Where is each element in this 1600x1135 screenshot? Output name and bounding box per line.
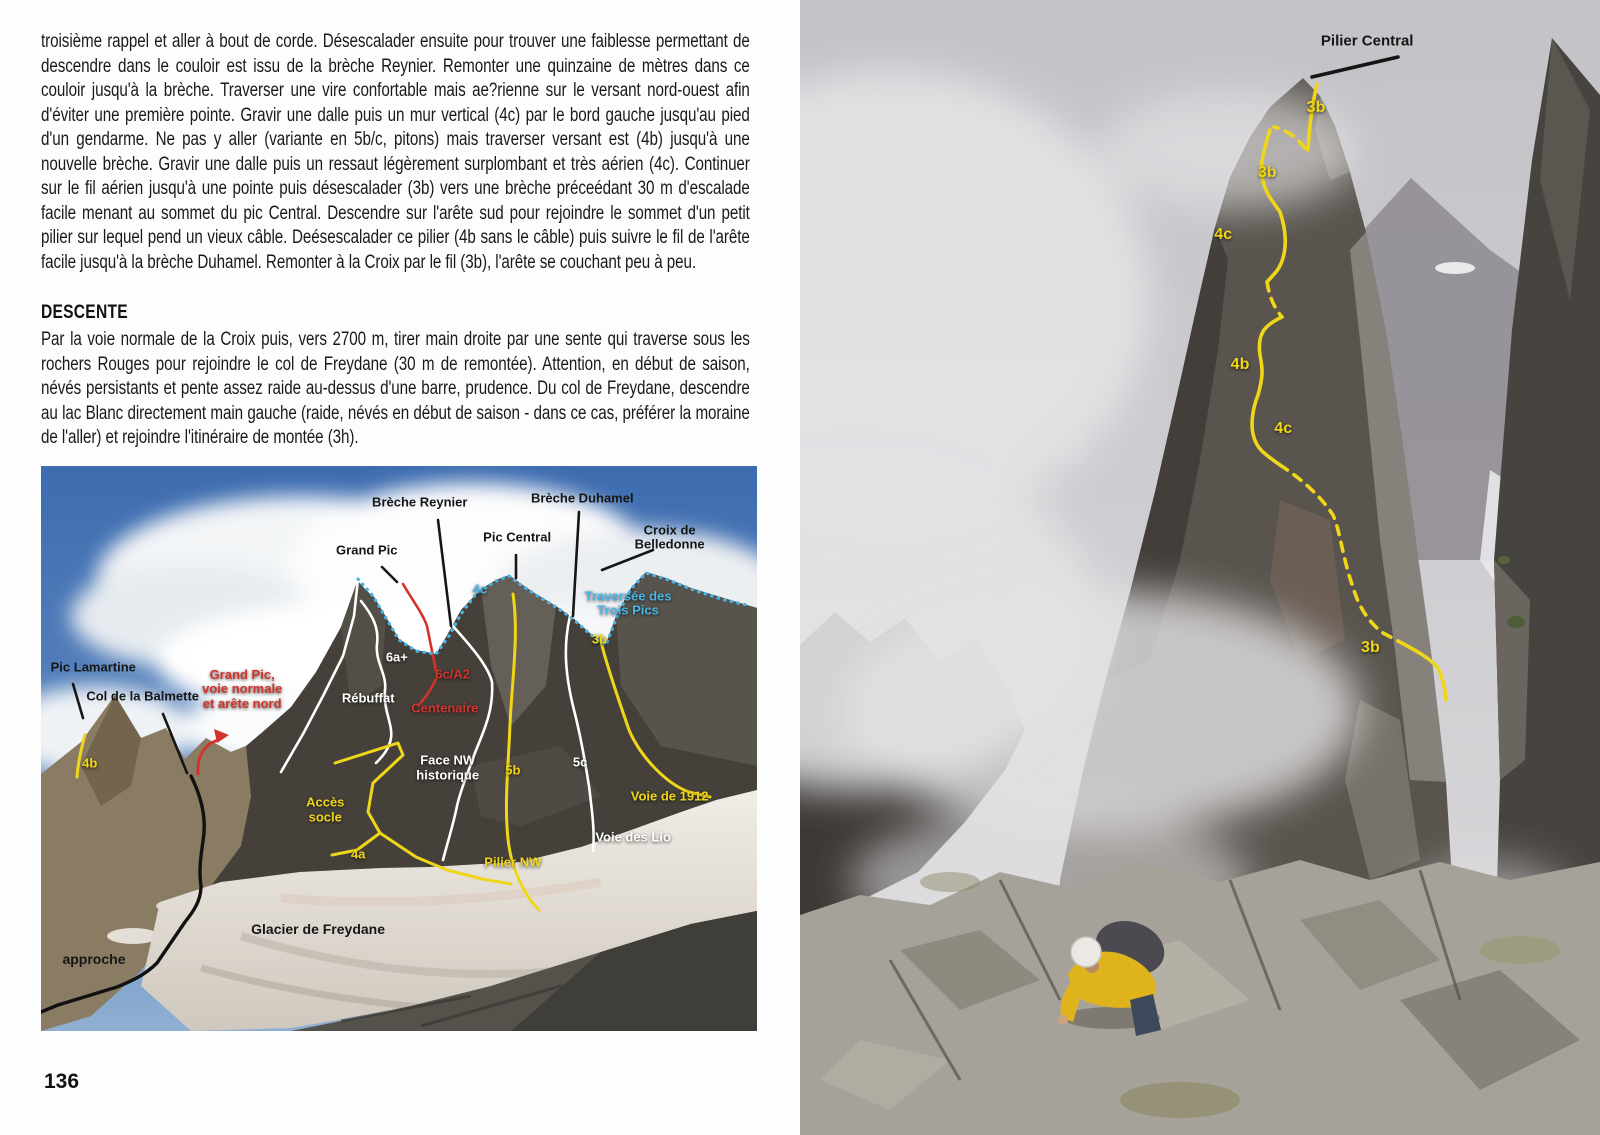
- route-description-block: [41, 30, 750, 451]
- descente-heading: DESCENTE: [41, 301, 128, 323]
- label-breche-reynier: Brèche Reynier: [372, 494, 468, 510]
- label-grade-4a: 4a: [350, 846, 366, 862]
- label-grand-pic: Grand Pic: [336, 542, 398, 558]
- label-grade-4c-upper: 4c: [1214, 225, 1233, 243]
- label-approche: approche: [62, 950, 126, 967]
- label-pic-central: Pic Central: [483, 529, 552, 545]
- label-pic-lamartine: Pic Lamartine: [50, 659, 136, 675]
- route-description-paragraph: troisième rappel et aller à bout de corde. Désescalader ensuite pour trouver une faiblesse permettant de descendre dans le couloir est issu de la brèche Reynier. Remonter une quinzaine de mètres dans ce couloir jusqu'à la brèche. Traverser une vire confortable mais ae?rienne sur le versant nord-ouest afin d'éviter une première pointe. Gravir une dalle puis un mur vertical (4c) par le bord gauche jusqu'au pied d'un gendarme. Ne pas y aller (variante en 5b/c, pitons) mais traverser versant est (4b) jusqu'à une nouvelle brèche. Gravir une dalle puis un ressaut légèrement surplombant et très aérien (4c). Continuer sur le fil aérien jusqu'à une pointe puis désescalader (3b) vers une brèche préceédant 30 m d'escalade facile menant au sommet du pic Central. Descendre sur l'arête sud pour rejoindre le sommet d'un petit pilier sur lequel pend un vieux câble. Deésescalader ce pilier (4b sans le câble) puis suivre le fil de l'arête facile jusqu'à la brèche Duhamel. Remonter à la Croix par le fil (3b), l'arête se couchant peu à peu.: [41, 31, 750, 273]
- topo-photo-scene: [41, 466, 757, 1031]
- label-grade-3b-upper: 3b: [1257, 163, 1277, 181]
- label-rebuffat: Rébuffat: [341, 690, 395, 706]
- label-glacier-de-freydane: Glacier de Freydane: [251, 921, 385, 938]
- label-grade-3b-top: 3b: [1306, 98, 1326, 116]
- label-breche-duhamel: Brèche Duhamel: [530, 490, 634, 506]
- label-col-de-la-balmette: Col de la Balmette: [86, 688, 200, 704]
- left-page: [41, 0, 758, 1135]
- label-grade-4c-lower: 4c: [1274, 420, 1293, 438]
- label-grade-3b: 3b: [591, 631, 608, 647]
- topo-photo-glacier-freydane: [41, 466, 757, 1031]
- label-face-nw-historique: Face NW historique: [416, 752, 480, 783]
- label-grand-pic-voie-normale: Grand Pic, voie normale et arête nord: [202, 666, 283, 712]
- label-pilier-central: Pilier Central: [1320, 32, 1414, 50]
- label-acces-socle: Accès socle: [306, 794, 345, 825]
- label-grade-3b-low: 3b: [1361, 639, 1380, 657]
- label-grade-4b-mid: 4b: [1230, 356, 1250, 374]
- label-grade-4b: 4b: [82, 755, 98, 771]
- climber-helmet: [1071, 937, 1101, 967]
- label-grade-4c-blue: 4c: [472, 582, 488, 598]
- pilier-central-scene: [800, 0, 1600, 1135]
- label-traversee-trois-pics: Traversée des Trois Pics: [584, 588, 672, 618]
- label-grade-5c: 5c: [572, 754, 588, 770]
- label-grade-6a-plus: 6a+: [385, 649, 408, 665]
- label-grade-5b: 5b: [505, 762, 521, 778]
- label-voie-de-1912: Voie de 1912: [630, 788, 709, 804]
- label-croix-de-belledonne: Croix de Belledonne: [634, 522, 705, 552]
- descente-paragraph: Par la voie normale de la Croix puis, vers 2700 m, tirer main droite par une sente qui traverse sous les rochers Rouges pour rejoindre le col de Freydane (30 m de remontée). Attention, en début de saison, névés persistants et pente assez raide au-dessus d'une barre, prudence. Du col de Freydane, descendre au lac Blanc directement main gauche (raide, névés en début de saison - dans ce cas, préférer la moraine de l'aller) et rejoindre l'itinéraire de montée (3h).: [41, 329, 750, 448]
- label-grade-6c-a2: 6c/A2: [435, 666, 471, 682]
- label-centenaire: Centenaire: [411, 700, 479, 716]
- label-pilier-nw: Pilier NW: [484, 854, 542, 870]
- pilier-central-photo: [800, 0, 1600, 1135]
- page-number: 136: [44, 1070, 80, 1093]
- label-voie-des-lio: Voie des Lio: [595, 829, 671, 845]
